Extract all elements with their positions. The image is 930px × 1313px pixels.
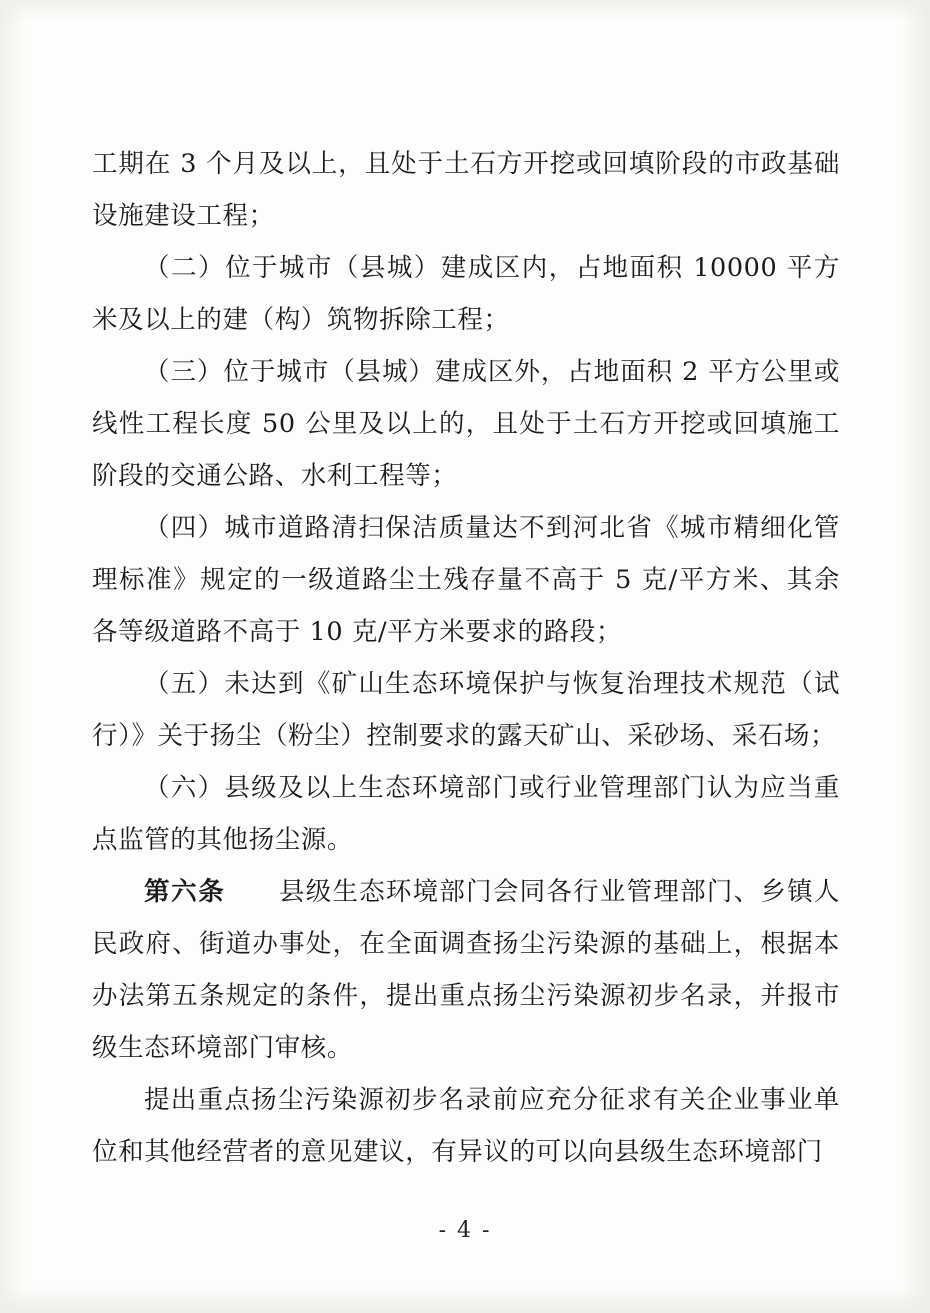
paragraph-item-two: （二）位于城市（县城）建成区内，占地面积 10000 平方米及以上的建（构）筑物拆除工程； [92,253,840,335]
page-edge-bottom [0,1287,930,1313]
paragraph-item-three: （三）位于城市（县城）建成区外，占地面积 2 平方公里或线性工程长度 50 公里及以上的，且处于土石方开挖或回填施工阶段的交通公路、水利工程等； [92,357,840,491]
article-six-text: 县级生态环境部门会同各行业管理部门、乡镇人民政府、街道办事处，在全面调查扬尘污染源的基础上，根据本办法第五条规定的条件，提出重点扬尘污染源初步名录，并报市级生态环境部门审核。 [92,877,840,1063]
page-edge-left [0,0,26,1313]
page-edge-top [0,0,930,22]
document-body [92,138,840,1178]
page-edge-right [900,0,930,1313]
paragraph-item-four: （四）城市道路清扫保洁质量达不到河北省《城市精细化管理标准》规定的一级道路尘土残存量不高于 5 克/平方米、其余各等级道路不高于 10 克/平方米要求的路段； [92,513,840,647]
article-number-label: 第六条 [144,877,226,907]
page-footer [0,1218,930,1243]
paragraph-article-six [92,866,840,1074]
paragraph-item-six: （六）县级及以上生态环境部门或行业管理部门认为应当重点监管的其他扬尘源。 [92,773,840,855]
page-number: - 4 - [438,1218,492,1243]
paragraph-item-five: （五）未达到《矿山生态环境保护与恢复治理技术规范（试行）》关于扬尘（粉尘）控制要求的露天矿山、采砂场、采石场； [92,669,840,751]
paragraph-final: 提出重点扬尘污染源初步名录前应充分征求有关企业事业单位和其他经营者的意见建议，有异议的可以向县级生态环境部门 [92,1085,840,1167]
paragraph-continuation: 工期在 3 个月及以上，且处于土石方开挖或回填阶段的市政基础设施建设工程； [92,149,840,231]
